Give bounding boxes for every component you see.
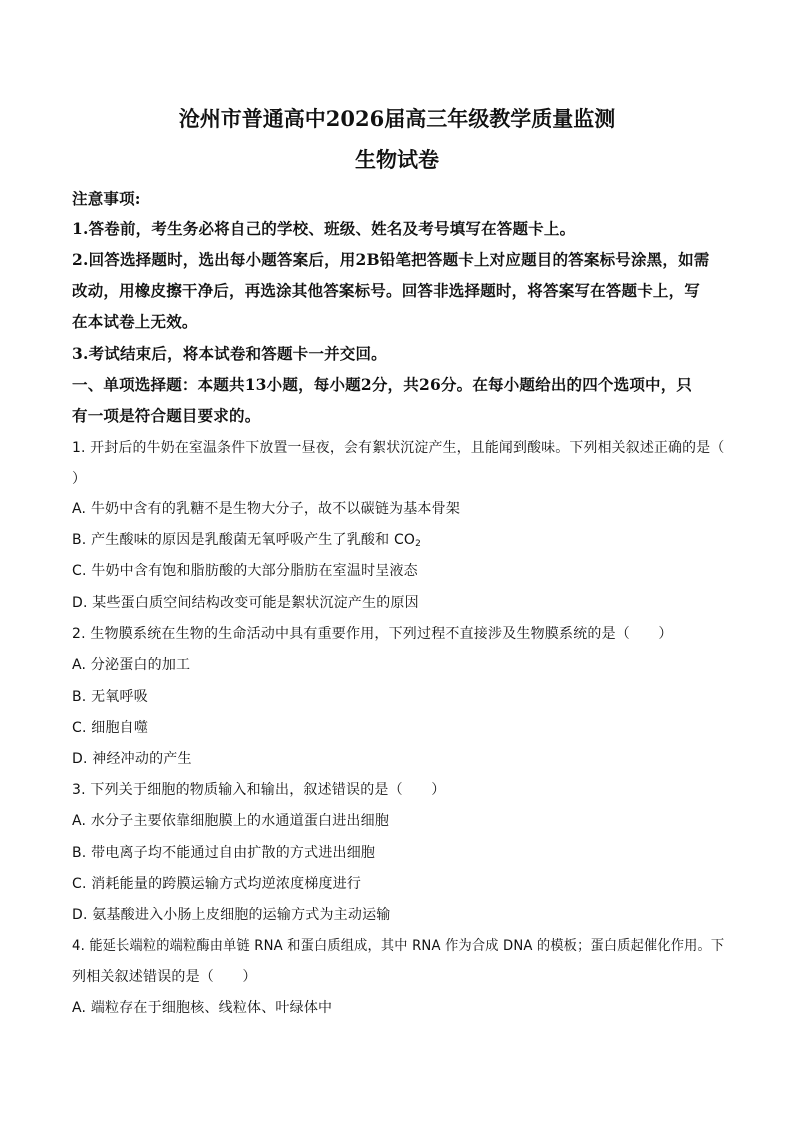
notice-item-3: 3.考试结束后，将本试卷和答题卡一并交回。: [72, 344, 387, 363]
question-4-stem-line-1: 4. 能延长端粒的端粒酶由单链 RNA 和蛋白质组成，其中 RNA 作为合成 DNA 的模板；蛋白质起催化作用。下: [72, 938, 725, 954]
exam-subject: 生物试卷: [355, 147, 439, 172]
notice-item-2-line-2: 改动，用橡皮擦干净后，再选涂其他答案标号。回答非选择题时，将答案写在答题卡上，写: [72, 281, 701, 300]
question-3-option-a: A. 水分子主要依靠细胞膜上的水通道蛋白进出细胞: [72, 813, 390, 829]
question-2-option-a: A. 分泌蛋白的加工: [72, 657, 191, 673]
question-1-option-b: [72, 529, 421, 549]
question-2-option-d: D. 神经冲动的产生: [72, 751, 192, 767]
question-4-stem-line-2: 列相关叙述错误的是（ ）: [72, 969, 257, 985]
question-1-option-c: C. 牛奶中含有饱和脂肪酸的大部分脂肪在室温时呈液态: [72, 563, 418, 579]
notice-item-2-line-1: 2.回答选择题时，选出每小题答案后，用2B铅笔把答题卡上对应题目的答案标号涂黑，如需: [72, 250, 710, 269]
section-heading-line-2: 有一项是符合题目要求的。: [72, 406, 261, 425]
question-1-option-a: A. 牛奶中含有的乳糖不是生物大分子，故不以碳链为基本骨架: [72, 501, 461, 517]
question-3-option-d: D. 氨基酸进入小肠上皮细胞的运输方式为主动运输: [72, 907, 391, 923]
question-3-stem: 3. 下列关于细胞的物质输入和输出，叙述错误的是（ ）: [72, 782, 446, 798]
question-1-stem-line-2: ）: [72, 471, 87, 487]
question-1-option-d: D. 某些蛋白质空间结构改变可能是絮状沉淀产生的原因: [72, 595, 419, 611]
question-4-option-a: A. 端粒存在于细胞核、线粒体、叶绿体中: [72, 1000, 333, 1016]
section-heading-line-1: 一、单项选择题：本题共13小题，每小题2分，共26分。在每小题给出的四个选项中，只: [72, 375, 693, 394]
question-2-option-b: B. 无氧呼吸: [72, 689, 148, 705]
question-2-option-c: C. 细胞自噬: [72, 720, 149, 736]
question-3-option-b: B. 带电离子均不能通过自由扩散的方式进出细胞: [72, 845, 376, 861]
exam-title: 沧州市普通高中2026届高三年级教学质量监测: [178, 106, 616, 131]
question-1-stem-line-1: 1. 开封后的牛奶在室温条件下放置一昼夜，会有絮状沉淀产生，且能闻到酸味。下列相关叙述正确的是（: [72, 440, 725, 456]
question-3-option-c: C. 消耗能量的跨膜运输方式均逆浓度梯度进行: [72, 876, 362, 892]
question-1-option-b-subscript: 2: [415, 539, 422, 549]
notice-item-1: 1.答卷前，考生务必将自己的学校、班级、姓名及考号填写在答题卡上。: [72, 219, 576, 238]
question-2-stem: 2. 生物膜系统在生物的生命活动中具有重要作用，下列过程不直接涉及生物膜系统的是（ ）: [72, 626, 673, 642]
question-1-option-b-text: B. 产生酸味的原因是乳酸菌无氧呼吸产生了乳酸和 CO: [72, 532, 416, 548]
notice-heading: 注意事项:: [72, 189, 141, 208]
notice-item-2-line-3: 在本试卷上无效。: [72, 312, 198, 331]
